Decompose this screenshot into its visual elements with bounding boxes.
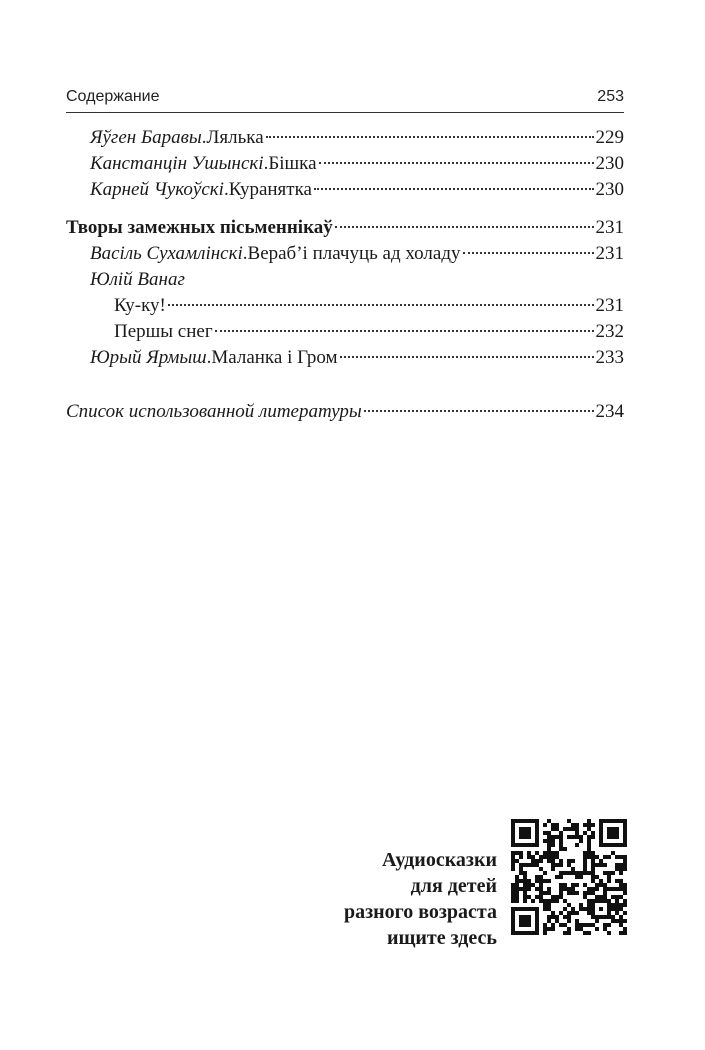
dot-leader xyxy=(335,226,594,228)
section-title: Содержание xyxy=(66,88,160,105)
toc-page: 231 xyxy=(595,217,624,238)
toc-entry[interactable] xyxy=(66,345,624,371)
audio-promo-line: ищите здесь xyxy=(387,927,497,949)
page-number: 253 xyxy=(597,88,624,105)
toc-title: Маланка і Гром xyxy=(211,347,338,368)
toc-separator: . xyxy=(223,179,229,200)
toc-page: 229 xyxy=(595,127,624,148)
toc-title: Бішка xyxy=(268,153,317,174)
audio-promo-text xyxy=(344,847,497,951)
toc-author: Юлій Ванаг xyxy=(90,269,185,290)
toc-title: Першы снег xyxy=(114,321,213,342)
toc-entry[interactable] xyxy=(66,177,624,203)
dot-leader xyxy=(266,136,594,138)
running-head xyxy=(66,88,624,106)
toc-bibliography-entry[interactable] xyxy=(66,399,624,425)
dot-leader xyxy=(215,330,594,332)
toc-author-heading xyxy=(66,267,624,293)
toc-entry[interactable] xyxy=(66,293,624,319)
dot-leader xyxy=(168,304,594,306)
toc-page: 232 xyxy=(595,321,624,342)
toc-author: Юрый Ярмыш xyxy=(90,347,207,368)
toc-separator: . xyxy=(263,153,269,174)
dot-leader xyxy=(314,188,594,190)
toc-separator: . xyxy=(201,127,207,148)
toc-page: 231 xyxy=(595,243,624,264)
toc-entry[interactable] xyxy=(66,241,624,267)
toc-bibliography-title: Список использованной литературы xyxy=(66,401,362,422)
toc-entry[interactable] xyxy=(66,319,624,345)
toc-separator: . xyxy=(242,243,248,264)
dot-leader xyxy=(319,162,594,164)
toc-entry[interactable] xyxy=(66,151,624,177)
audio-promo-line: разного возраста xyxy=(343,901,497,923)
toc-section-title: Творы замежных пісьменнікаў xyxy=(66,217,333,238)
dot-leader xyxy=(364,410,594,412)
toc-page: 234 xyxy=(595,401,624,422)
toc-page: 231 xyxy=(595,295,624,316)
toc-title: Вераб’і плачуць ад холаду xyxy=(247,243,461,264)
audio-promo-line: Аудиосказки xyxy=(381,849,497,871)
header-rule xyxy=(66,112,624,113)
dot-leader xyxy=(463,252,594,254)
toc-entry[interactable] xyxy=(66,125,624,151)
toc-section-entry[interactable] xyxy=(66,215,624,241)
toc-title: Лялька xyxy=(206,127,264,148)
audio-promo-line: для детей xyxy=(410,875,497,897)
toc-author: Яўген Баравы xyxy=(90,127,202,148)
toc-title: Куранятка xyxy=(228,179,312,200)
toc-author: Карней Чукоўскі xyxy=(90,179,224,200)
toc-author: Канстанцін Ушынскі xyxy=(90,153,264,174)
toc-title: Ку-ку! xyxy=(114,295,166,316)
toc-author: Васіль Сухамлінскі xyxy=(90,243,243,264)
qr-code-icon[interactable] xyxy=(511,819,627,935)
toc-page: 233 xyxy=(595,347,624,368)
toc-page: 230 xyxy=(595,179,624,200)
toc-separator: . xyxy=(206,347,212,368)
dot-leader xyxy=(340,356,594,358)
toc-page: 230 xyxy=(595,153,624,174)
table-of-contents xyxy=(66,125,624,425)
